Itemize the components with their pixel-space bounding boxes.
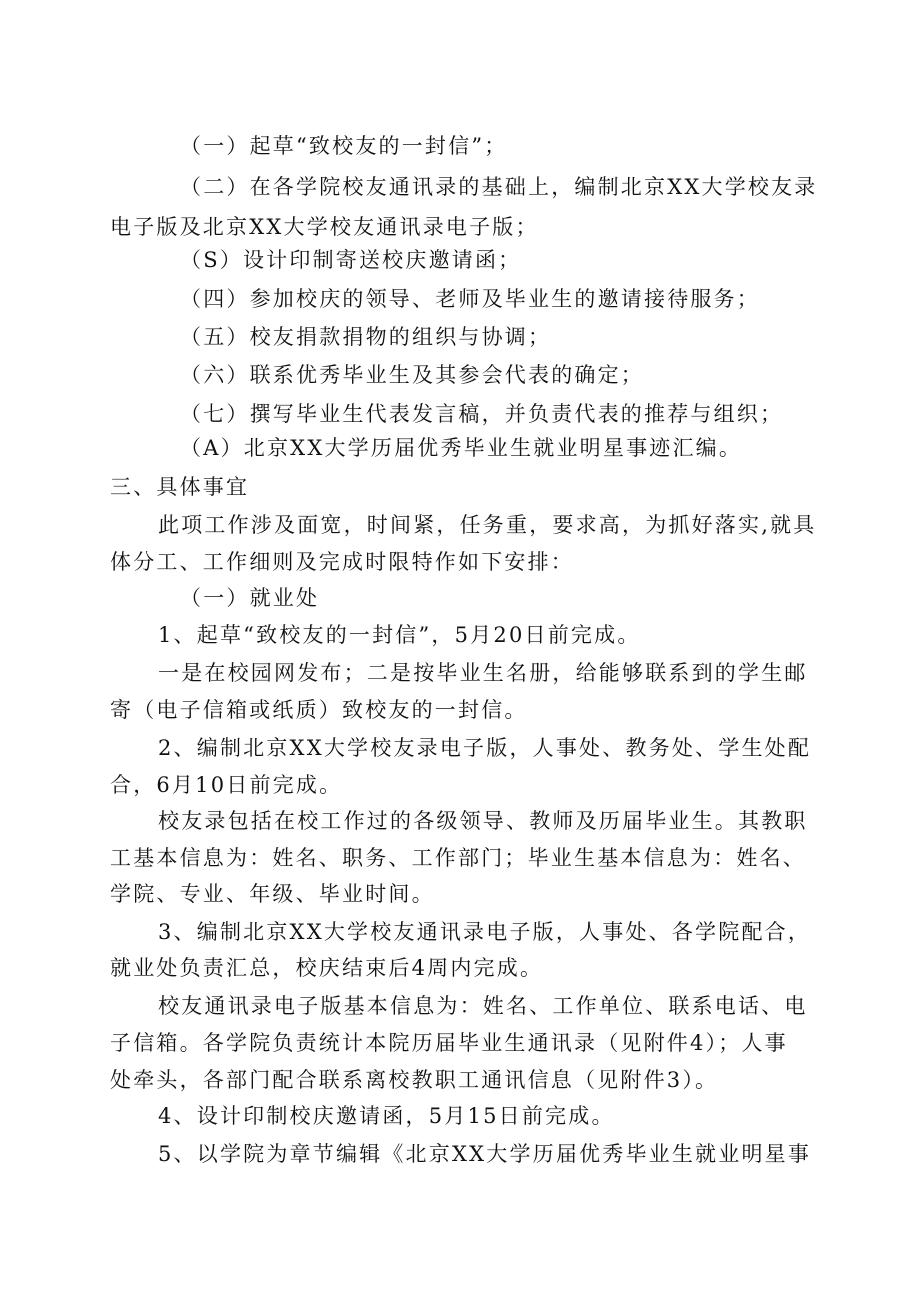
paragraph-line: 处牵头，各部门配合联系离校教职工通讯信息（见附件3）。 <box>110 1068 719 1092</box>
paragraph-line: （四）参加校庆的领导、老师及毕业生的邀请接待服务； <box>180 287 760 311</box>
paragraph-line: 子信箱。各学院负责统计本院历届毕业生通讯录（见附件4）；人事 <box>110 1031 788 1055</box>
paragraph-line: 1、起草“致校友的一封信”，5月20日前完成。 <box>158 623 641 647</box>
paragraph-line: 一是在校园网发布；二是按毕业生名册，给能够联系到的学生邮 <box>158 661 808 685</box>
paragraph-line: 2、编制北京XX大学校友录电子版，人事处、教务处、学生处配 <box>158 736 812 760</box>
paragraph-line: （一）起草“致校友的一封信”； <box>180 134 508 158</box>
paragraph-line: （S）设计印制寄送校庆邀请函； <box>180 248 522 272</box>
paragraph-line: 工基本信息为：姓名、职务、工作部门；毕业生基本信息为：姓名、 <box>110 846 806 870</box>
paragraph-line: 校友录包括在校工作过的各级领导、教师及历届毕业生。其教职 <box>158 809 808 833</box>
paragraph-line: 体分工、工作细则及完成时限特作如下安排： <box>110 550 574 574</box>
section-heading: 三、具体事宜 <box>110 475 250 499</box>
paragraph-line: 此项工作涉及面宽，时间紧，任务重，要求高，为抓好落实,就具 <box>158 513 817 537</box>
paragraph-line: （六）联系优秀毕业生及其参会代表的确定； <box>180 363 644 387</box>
paragraph-line: （五）校友捐款捐物的组织与协调； <box>180 325 552 349</box>
paragraph-line: 合，6月10日前完成。 <box>110 773 343 797</box>
paragraph-line: 就业处负责汇总，校庆结束后4周内完成。 <box>110 956 544 980</box>
paragraph-line: 电子版及北京XX大学校友通讯录电子版； <box>110 215 539 239</box>
paragraph-line: 学院、专业、年级、毕业时间。 <box>110 882 435 906</box>
paragraph-line: （一）就业处 <box>180 586 320 610</box>
paragraph-line: （A）北京XX大学历届优秀毕业生就业明星事迹汇编。 <box>180 436 743 460</box>
paragraph-line: 4、设计印制校庆邀请函，5月15日前完成。 <box>158 1104 615 1128</box>
paragraph-line: （七）撰写毕业生代表发言稿，并负责代表的推荐与组织； <box>180 402 784 426</box>
paragraph-line: 3、编制北京XX大学校友通讯录电子版，人事处、各学院配合， <box>158 920 812 944</box>
paragraph-line: 校友通讯录电子版基本信息为：姓名、工作单位、联系电话、电 <box>158 994 808 1018</box>
paragraph-line: 5、以学院为章节编辑《北京XX大学历届优秀毕业生就业明星事 <box>158 1142 812 1166</box>
paragraph-line: 寄（电子信箱或纸质）致校友的一封信。 <box>110 698 528 722</box>
paragraph-line: （二）在各学院校友通讯录的基础上，编制北京XX大学校友录 <box>180 175 818 199</box>
